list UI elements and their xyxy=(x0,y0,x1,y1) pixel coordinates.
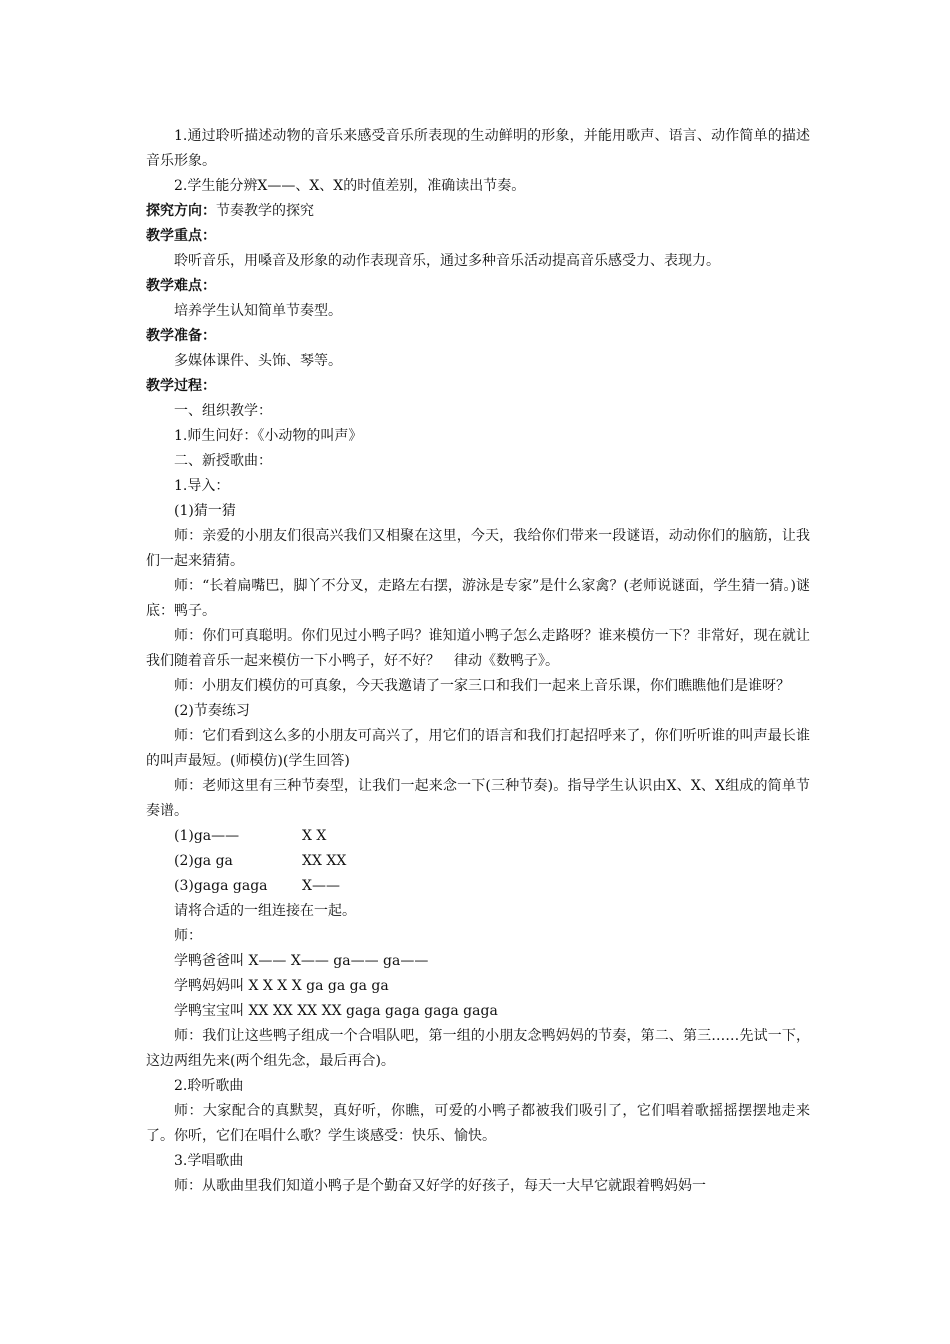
paragraph-3: 师：你们可真聪明。你们见过小鸭子吗？谁知道小鸭子怎么走路呀？谁来模仿一下？非常好，现在就让我们随着音乐一起来模仿一下小鸭子，好不好？ 律动《数鸭子》。 xyxy=(146,628,810,669)
section-2-item-1b: (2)节奏练习 xyxy=(174,703,250,719)
objective-1: 1.通过聆听描述动物的音乐来感受音乐所表现的生动鲜明的形象，并能用歌声、语言、动作简单的描述音乐形象。 xyxy=(146,128,810,169)
paragraph-1: 师：亲爱的小朋友们很高兴我们又相聚在这里，今天，我给你们带来一段谜语，动动你们的脑筋，让我们一起来猜猜。 xyxy=(146,528,810,569)
paragraph-9: 师：我们让这些鸭子组成一个合唱队吧，第一组的小朋友念鸭妈妈的节奏，第二、第三……先试一下，这边两组先来(两个组先念，最后再合)。 xyxy=(146,1028,810,1069)
duck-line: 学鸭妈妈叫 X X X X ga ga ga ga xyxy=(174,978,389,994)
paragraph-7: 请将合适的一组连接在一起。 xyxy=(174,903,356,919)
paragraph-8: 师： xyxy=(174,928,202,944)
match-right: X—— xyxy=(302,878,340,894)
duck-line: 学鸭爸爸叫 X—— X—— ga—— ga—— xyxy=(174,953,429,969)
match-left: (2)ga ga xyxy=(174,853,233,869)
section-2-item-2: 2.聆听歌曲 xyxy=(174,1078,244,1094)
paragraph-5: 师：它们看到这么多的小朋友可高兴了，用它们的语言和我们打起招呼来了，你们听听谁的叫声最长谁的叫声最短。(师模仿)(学生回答) xyxy=(146,728,810,769)
direction-label: 探究方向： xyxy=(146,203,216,219)
key-points-text: 聆听音乐，用嗓音及形象的动作表现音乐，通过多种音乐活动提高音乐感受力、表现力。 xyxy=(174,253,720,269)
section-2-item-3: 3.学唱歌曲 xyxy=(174,1153,244,1169)
preparation-text: 多媒体课件、头饰、琴等。 xyxy=(174,353,342,369)
section-1-item-1: 1.师生问好：《小动物的叫声》 xyxy=(174,428,363,444)
direction-text: 节奏教学的探究 xyxy=(216,203,314,219)
paragraph-6: 师：老师这里有三种节奏型，让我们一起来念一下(三种节奏)。指导学生认识由X、X、X组成的简单节奏谱。 xyxy=(146,778,810,819)
match-row xyxy=(146,849,810,874)
paragraph-2: 师：“长着扁嘴巴，脚丫不分叉，走路左右摆，游泳是专家”是什么家禽？(老师说谜面，学生猜一猜。)谜底：鸭子。 xyxy=(146,578,810,619)
paragraph-11: 师：从歌曲里我们知道小鸭子是个勤奋又好学的好孩子，每天一大早它就跟着鸭妈妈一 xyxy=(174,1178,706,1194)
direction-line xyxy=(146,199,810,224)
section-2-title: 二、新授歌曲： xyxy=(174,453,272,469)
match-row xyxy=(146,824,810,849)
match-row xyxy=(146,874,810,899)
match-left: (1)ga—— xyxy=(174,828,240,844)
difficulties-text: 培养学生认知简单节奏型。 xyxy=(174,303,342,319)
match-right: X X xyxy=(302,828,327,844)
paragraph-10: 师：大家配合的真默契，真好听，你瞧，可爱的小鸭子都被我们吸引了，它们唱着歌摇摇摆摆地走来了。你听，它们在唱什么歌？学生谈感受：快乐、愉快。 xyxy=(146,1103,810,1144)
paragraph-4: 师：小朋友们模仿的可真象，今天我邀请了一家三口和我们一起来上音乐课，你们瞧瞧他们是谁呀？ xyxy=(174,678,790,694)
match-left: (3)gaga gaga xyxy=(174,878,268,894)
match-right: XX XX xyxy=(302,853,347,869)
difficulties-heading: 教学难点： xyxy=(146,278,216,294)
duck-line: 学鸭宝宝叫 XX XX XX XX gaga gaga gaga gaga xyxy=(174,1003,498,1019)
process-heading: 教学过程： xyxy=(146,378,216,394)
section-2-item-1a: (1)猜一猜 xyxy=(174,503,236,519)
section-2-item-1: 1.导入： xyxy=(174,478,230,494)
section-1-title: 一、组织教学： xyxy=(174,403,272,419)
document-page xyxy=(146,124,810,1199)
objective-2: 2.学生能分辨X——、X、X的时值差别，准确读出节奏。 xyxy=(174,178,526,194)
preparation-heading: 教学准备： xyxy=(146,328,216,344)
key-points-heading: 教学重点： xyxy=(146,228,216,244)
